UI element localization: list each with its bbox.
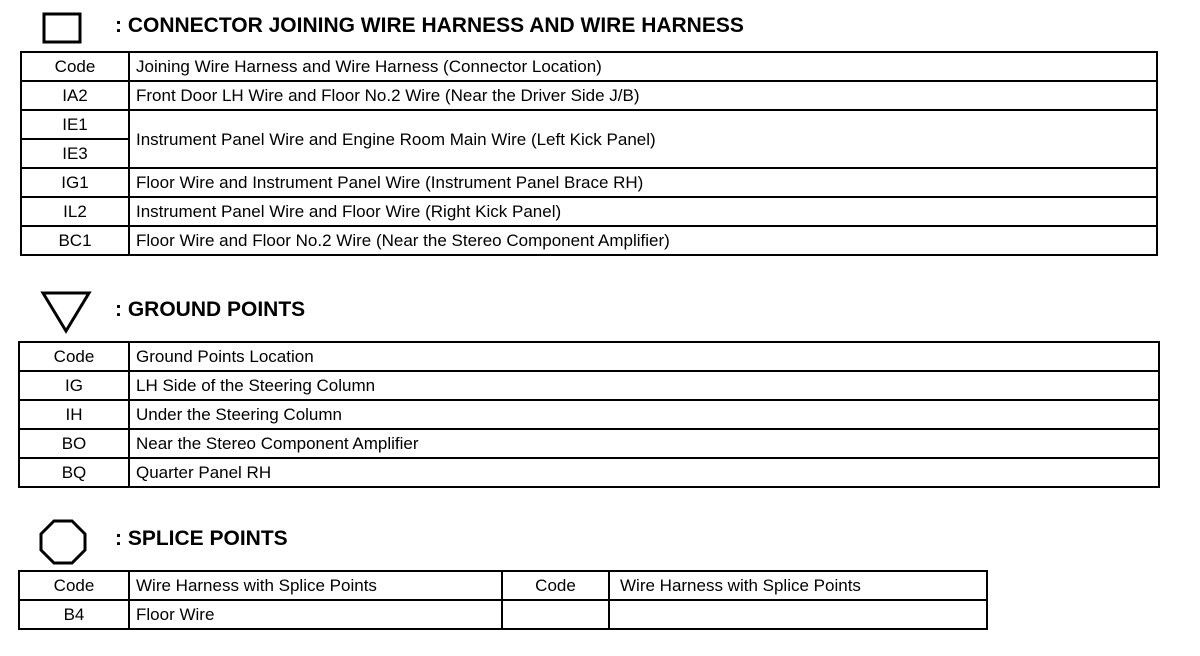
splice-section-title: : SPLICE POINTS <box>115 527 288 550</box>
row-desc: Floor Wire <box>129 600 502 629</box>
row-code: IE3 <box>21 139 129 168</box>
table-row <box>21 226 1157 255</box>
table-header-row <box>19 571 987 600</box>
header-code: Code <box>502 571 609 600</box>
row-code: IL2 <box>21 197 129 226</box>
header-desc: Ground Points Location <box>129 342 1159 371</box>
row-desc: Near the Stereo Component Amplifier <box>129 429 1159 458</box>
row-code: IA2 <box>21 81 129 110</box>
table-row <box>21 168 1157 197</box>
table-row <box>19 429 1159 458</box>
row-code: BO <box>19 429 129 458</box>
table-row <box>19 458 1159 487</box>
header-desc: Wire Harness with Splice Points <box>609 571 987 600</box>
ground-triangle-icon <box>40 290 92 334</box>
row-desc: LH Side of the Steering Column <box>129 371 1159 400</box>
table-row <box>21 197 1157 226</box>
row-code: IE1 <box>21 110 129 139</box>
row-code: B4 <box>19 600 129 629</box>
header-desc: Joining Wire Harness and Wire Harness (Connector Location) <box>129 52 1157 81</box>
header-code: Code <box>21 52 129 81</box>
ground-table <box>18 341 1160 488</box>
ground-section-title: : GROUND POINTS <box>115 298 306 321</box>
row-desc: Quarter Panel RH <box>129 458 1159 487</box>
splice-table <box>18 570 988 630</box>
splice-octagon-icon <box>38 518 88 566</box>
table-header-row <box>19 342 1159 371</box>
connector-table <box>20 51 1158 256</box>
row-desc: Front Door LH Wire and Floor No.2 Wire (Near the Driver Side J/B) <box>129 81 1157 110</box>
table-row <box>19 371 1159 400</box>
row-code: IH <box>19 400 129 429</box>
table-row <box>21 81 1157 110</box>
row-desc: Instrument Panel Wire and Floor Wire (Right Kick Panel) <box>129 197 1157 226</box>
header-desc: Wire Harness with Splice Points <box>129 571 502 600</box>
table-row <box>21 110 1157 139</box>
row-code: IG1 <box>21 168 129 197</box>
row-desc: Instrument Panel Wire and Engine Room Main Wire (Left Kick Panel) <box>129 110 1157 168</box>
header-code: Code <box>19 571 129 600</box>
row-code: BQ <box>19 458 129 487</box>
row-desc: Under the Steering Column <box>129 400 1159 429</box>
row-desc: Floor Wire and Floor No.2 Wire (Near the Stereo Component Amplifier) <box>129 226 1157 255</box>
row-code: BC1 <box>21 226 129 255</box>
header-code: Code <box>19 342 129 371</box>
row-code <box>502 600 609 629</box>
row-desc: Floor Wire and Instrument Panel Wire (Instrument Panel Brace RH) <box>129 168 1157 197</box>
connector-square-icon <box>42 12 82 44</box>
row-desc <box>609 600 987 629</box>
connector-section-title: : CONNECTOR JOINING WIRE HARNESS AND WIRE HARNESS <box>115 14 744 37</box>
table-header-row <box>21 52 1157 81</box>
row-code: IG <box>19 371 129 400</box>
table-row <box>19 400 1159 429</box>
table-row <box>19 600 987 629</box>
